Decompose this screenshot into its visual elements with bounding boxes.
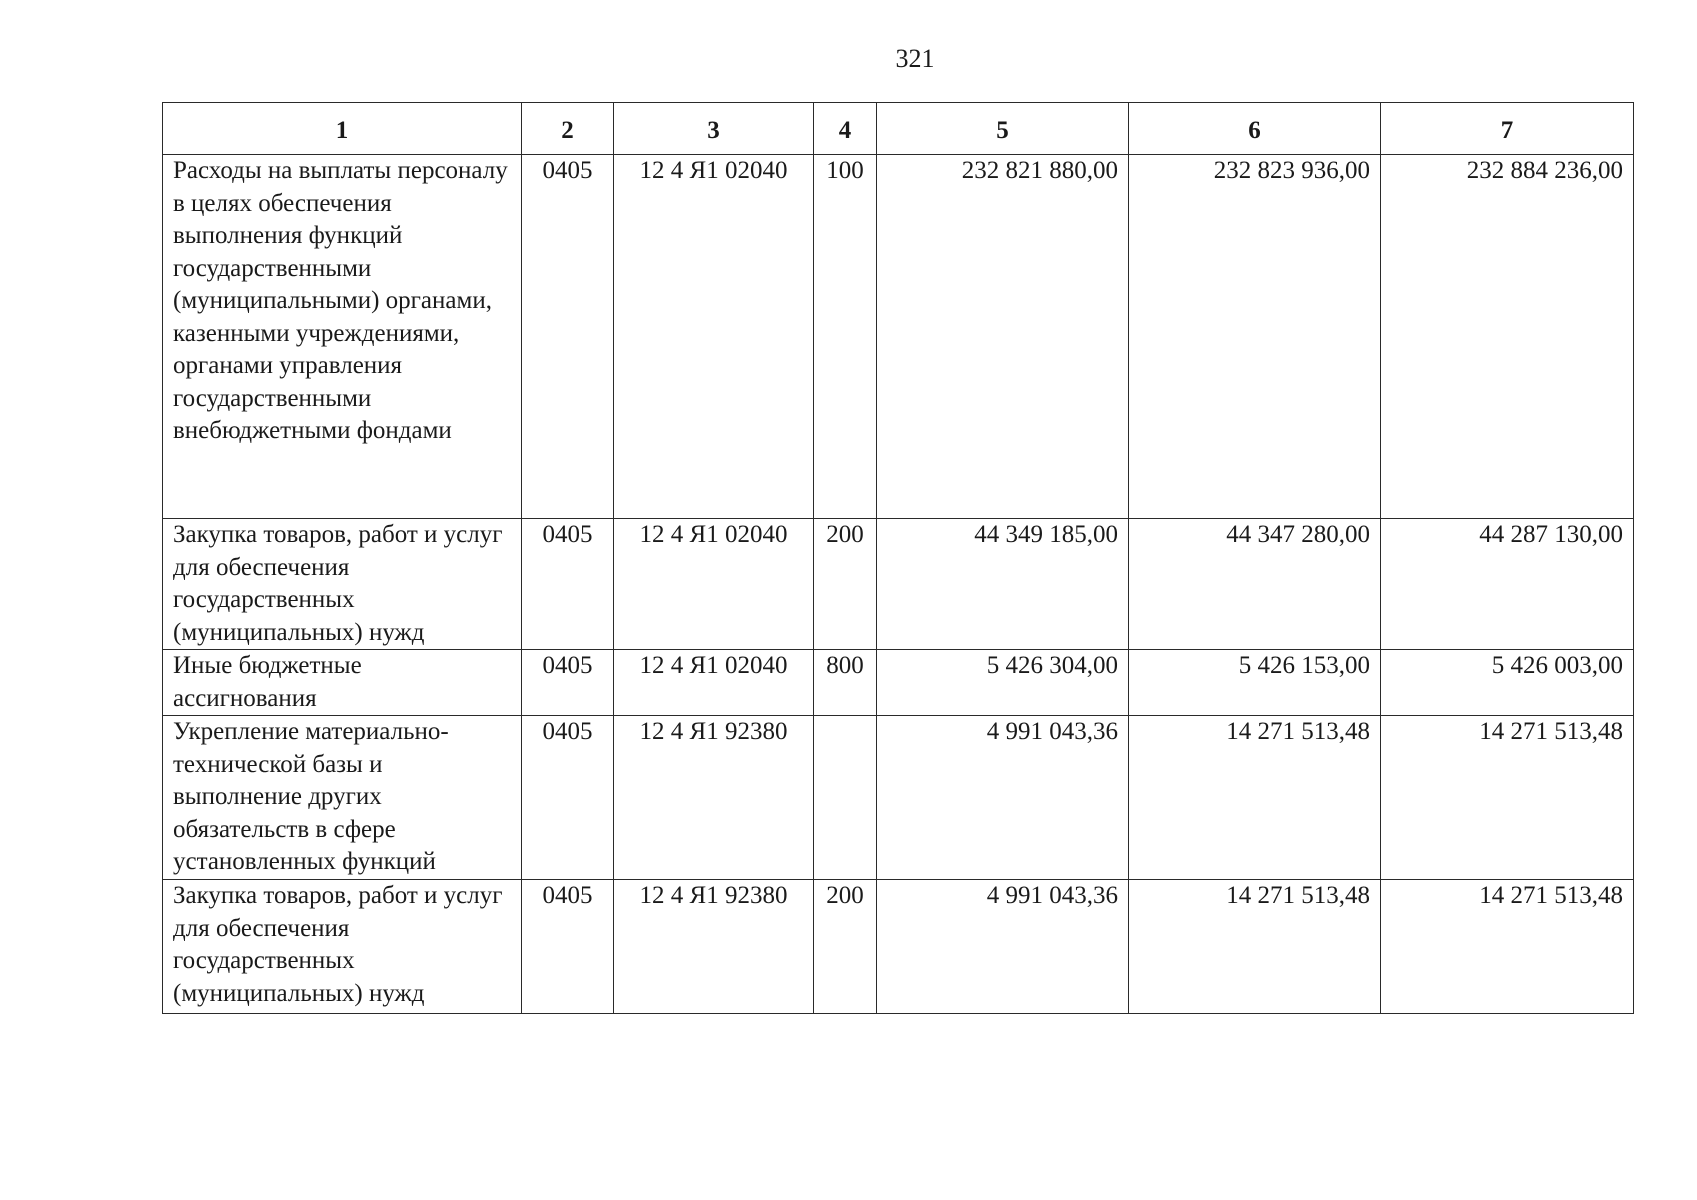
column-header-7: 7 [1381,103,1634,155]
table-row [163,650,1634,716]
column-header-5: 5 [877,103,1129,155]
table-row [163,880,1634,1014]
column-header-2: 2 [522,103,614,155]
row-section: 0405 [522,155,614,519]
table-row [163,155,1634,519]
header-row [163,103,1634,155]
row-amount-1: 44 349 185,00 [877,519,1129,650]
row-description: Закупка товаров, работ и услуг для обеспечения государственных (муниципальных) нужд [163,880,522,1014]
row-amount-2: 5 426 153,00 [1129,650,1381,716]
row-amount-2: 44 347 280,00 [1129,519,1381,650]
page-number: 321 [895,44,935,73]
row-section: 0405 [522,880,614,1014]
row-code: 12 4 Я1 02040 [614,519,814,650]
column-header-3: 3 [614,103,814,155]
row-amount-3: 44 287 130,00 [1381,519,1634,650]
row-amount-2: 14 271 513,48 [1129,880,1381,1014]
row-type: 200 [814,519,877,650]
row-description: Иные бюджетные ассигнования [163,650,522,716]
row-section: 0405 [522,716,614,880]
row-code: 12 4 Я1 92380 [614,880,814,1014]
row-type [814,716,877,880]
row-section: 0405 [522,650,614,716]
row-code: 12 4 Я1 92380 [614,716,814,880]
column-header-4: 4 [814,103,877,155]
table-row [163,519,1634,650]
column-header-6: 6 [1129,103,1381,155]
row-amount-3: 14 271 513,48 [1381,716,1634,880]
row-amount-3: 5 426 003,00 [1381,650,1634,716]
row-section: 0405 [522,519,614,650]
row-amount-1: 5 426 304,00 [877,650,1129,716]
row-amount-3: 14 271 513,48 [1381,880,1634,1014]
row-amount-2: 14 271 513,48 [1129,716,1381,880]
table-row [163,716,1634,880]
row-description: Закупка товаров, работ и услуг для обеспечения государственных (муниципальных) нужд [163,519,522,650]
row-amount-1: 4 991 043,36 [877,880,1129,1014]
row-code: 12 4 Я1 02040 [614,155,814,519]
row-type: 200 [814,880,877,1014]
row-description: Укрепление материально-технической базы и выполнение других обязательств в сфере установленных функций [163,716,522,880]
row-amount-2: 232 823 936,00 [1129,155,1381,519]
row-description: Расходы на выплаты персоналу в целях обеспечения выполнения функций государственными (муниципальными) органами, казенными учреждениями, органами управления государственными внебюджетными фондами [163,155,522,519]
row-code: 12 4 Я1 02040 [614,650,814,716]
row-amount-1: 232 821 880,00 [877,155,1129,519]
row-amount-1: 4 991 043,36 [877,716,1129,880]
budget-table [162,102,1634,1014]
row-type: 800 [814,650,877,716]
row-amount-3: 232 884 236,00 [1381,155,1634,519]
column-header-1: 1 [163,103,522,155]
row-type: 100 [814,155,877,519]
